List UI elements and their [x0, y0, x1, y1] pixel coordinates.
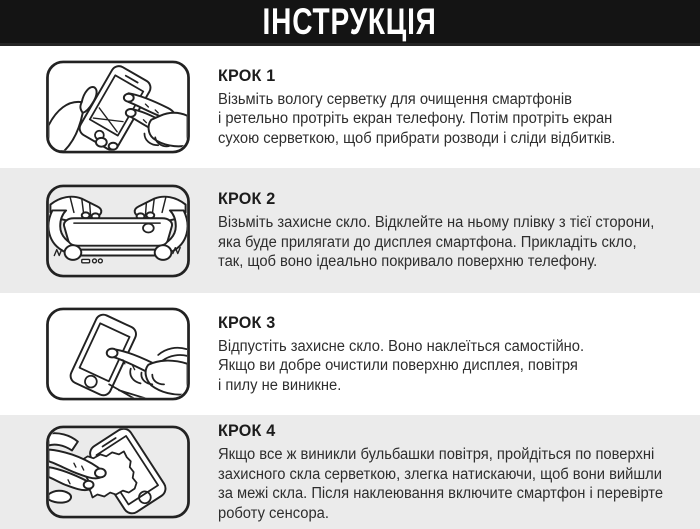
- step-1-text: [218, 66, 615, 149]
- right-palm: [149, 113, 188, 146]
- step-3-illustration: [44, 306, 192, 402]
- thumb: [48, 491, 71, 503]
- step-4-body: [218, 445, 663, 523]
- step-2-body: [218, 213, 654, 272]
- wrist: [48, 433, 77, 450]
- step-1-section: [0, 46, 700, 168]
- step-4-line-3: за межі скла. Після наклеювання включите смартфон і перевірте: [218, 485, 664, 502]
- step-2-illustration: [44, 183, 192, 279]
- step-3-label: КРОК 3: [218, 312, 276, 332]
- step-2-line-1: Візьміть захисне скло. Відклейте на ньому плівку з тієї сторони,: [218, 214, 655, 232]
- finger-pressing-phone-screen-icon: [44, 306, 192, 402]
- step-4-line-4: роботу сенсора.: [218, 504, 329, 522]
- hands-holding-protective-glass-over-phone-icon: [44, 183, 192, 279]
- right-thumb: [155, 245, 172, 260]
- step-1-line-3: сухою серветкою, щоб прибрати розводи і сліди відбитків.: [218, 129, 616, 147]
- page-title: ІНСТРУКЦІЯ: [262, 0, 438, 42]
- step-4-line-2: захисного скла серветкою, злегка натискаючи, щоб вони вийшли: [218, 465, 662, 483]
- step-3-line-2: Якщо ви добре очистили поверхню дисплея, повітря: [218, 357, 578, 375]
- step-2-line-3: так, щоб воно ідеально покривало поверхню телефону.: [218, 253, 598, 271]
- step-3-line-1: Відпустіть захисне скло. Воно наклеїться самостійно.: [218, 337, 585, 355]
- step-3-section: [0, 293, 700, 415]
- step-4-line-1: Якщо все ж виникли бульбашки повітря, пройдіться по поверхні: [218, 446, 655, 463]
- header: [0, 0, 700, 46]
- hand-smoothing-cloth-on-phone-icon: [44, 424, 192, 520]
- step-3-body: [218, 337, 584, 396]
- step-4-label: КРОК 4: [218, 421, 276, 440]
- left-palm: [48, 102, 82, 151]
- left-thumb: [65, 245, 82, 260]
- step-4-section: [0, 415, 700, 529]
- step-3-line-3: і пилу не виникне.: [218, 376, 342, 394]
- step-1-label: КРОК 1: [218, 65, 276, 85]
- step-4-illustration: [44, 424, 192, 520]
- step-2-label: КРОК 2: [218, 189, 276, 209]
- hands-wiping-phone-with-cloth-icon: [44, 59, 192, 155]
- step-3-text: [218, 313, 584, 396]
- step-2-text: [218, 189, 654, 272]
- step-2-line-2: яка буде прилягати до дисплея смартфона. Прикладіть скло,: [218, 233, 637, 251]
- step-1-line-2: і ретельно протріть екран телефону. Потім протріть екран: [218, 110, 613, 128]
- step-1-body: [218, 90, 615, 149]
- step-1-line-1: Візьміть вологу серветку для очищення смартфонів: [218, 90, 572, 108]
- step-4-text: [218, 421, 663, 523]
- step-2-section: [0, 168, 700, 293]
- step-1-illustration: [44, 59, 192, 155]
- phone-face: [64, 218, 172, 245]
